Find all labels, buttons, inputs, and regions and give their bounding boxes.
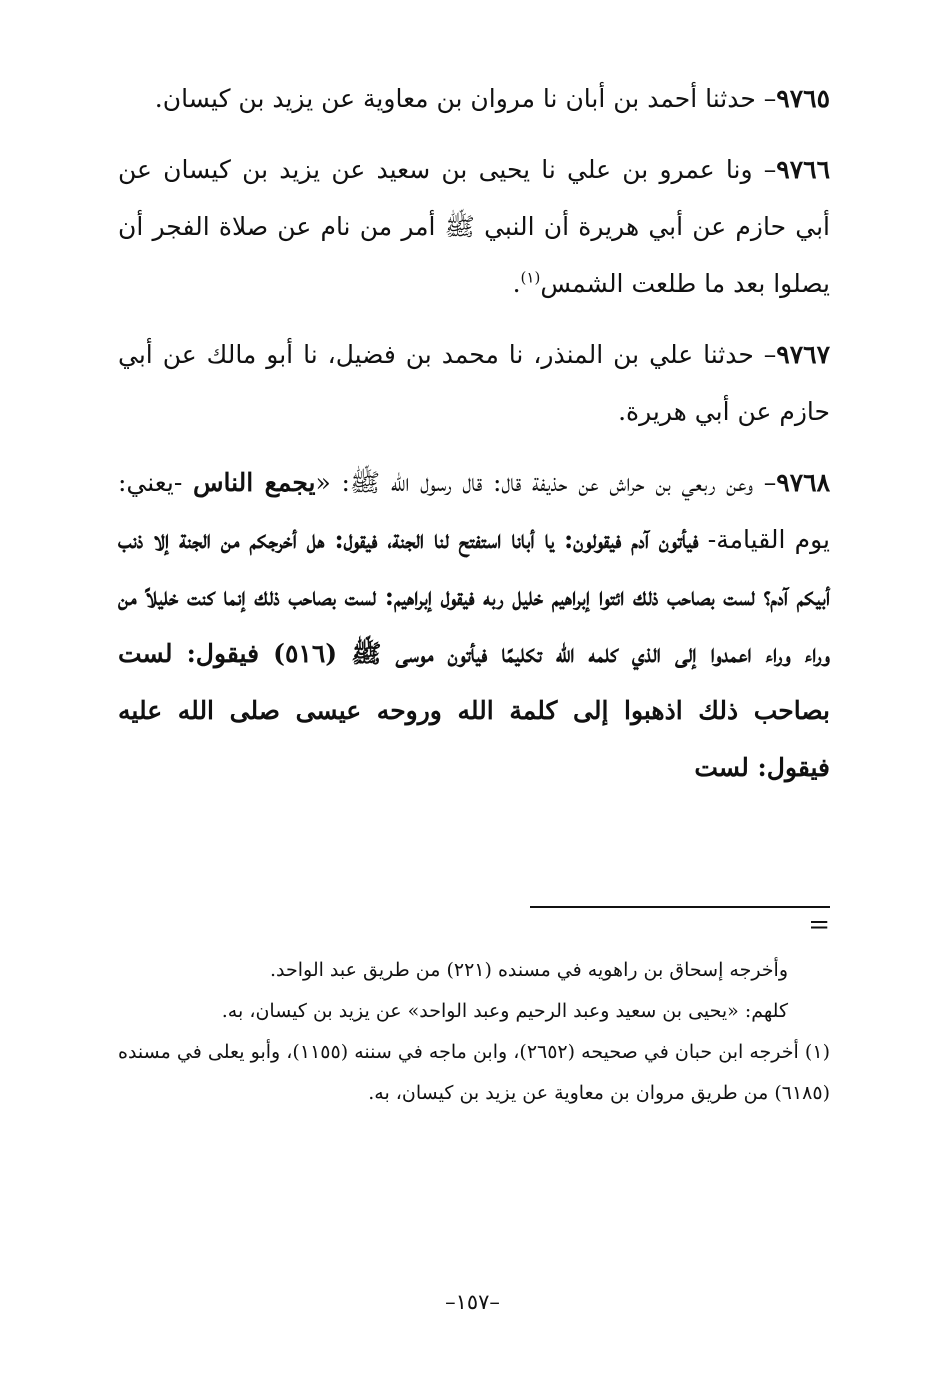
hadith-bold-text: فيأتون آدم فيقولون: يا أبانا استفتح لنا الجنة، فيقول: هل أخرجكم من الجنة إلا ذنب أبيكم آدم؟ لست بصاحب ذلك ائتوا إبراهيم خليل ربه فيقول إبراهيم: لست بصاحب ذلك إنما كنت خليلاً من وراء وراء اعمدوا إلى الذي كلمه الله تكليمًا فيأتون موسى ﷺ (٥١٦) فيقول: لست بصاحب ذلك اذهبوا إلى كلمة الله وروحه عيسى صلى الله عليه فيقول: لست [118, 525, 831, 782]
hadith-text: – ونا عمرو بن علي نا يحيى بن سعيد عن يزيد بن كيسان عن أبي حازم عن أبي هريرة أن النبي ﷺ أمر من نام عن صلاة الفجر أن يصلوا بعد ما طلعت الشمس [118, 155, 830, 298]
hadith-number: ٩٧٦٥ [776, 84, 830, 113]
footnote-separator [530, 906, 830, 940]
continuation-mark: = [808, 910, 830, 940]
hadith-aside: -يعني: يوم القيامة- [118, 468, 831, 554]
hadith-text-end: . [512, 269, 521, 298]
hadith-9768 [118, 454, 830, 796]
footnote-reference[interactable]: (١) [520, 268, 541, 287]
hadith-number: ٩٧٦٧ [776, 340, 830, 369]
hadith-9766 [118, 141, 830, 312]
footnotes [118, 950, 830, 1114]
hadith-number: ٩٧٦٦ [776, 155, 830, 184]
hadith-intro: – وعن ربعي بن حراش عن حذيفة قال: قال رسول الله ﷺ: « [315, 468, 777, 497]
footnote-line: كلهم: «يحيى بن سعيد وعبد الرحيم وعبد الواحد» عن يزيد بن كيسان، به. [221, 1000, 788, 1022]
hadith-number: ٩٧٦٨ [776, 468, 830, 497]
footnote-1: (١) أخرجه ابن حبان في صحيحه (٢٦٥٢)، وابن ماجه في سننه (١١٥٥)، وأبو يعلى في مسنده (٦١٨٥) من طريق مروان بن معاوية عن يزيد بن كيسان، به. [118, 1041, 830, 1104]
hadith-text: – حدثنا علي بن المنذر، نا محمد بن فضيل، نا أبو مالك عن أبي حازم عن أبي هريرة. [118, 340, 830, 426]
book-page [118, 70, 830, 1300]
separator-line [530, 906, 830, 908]
footnote-line: وأخرجه إسحاق بن راهويه في مسنده (٢٢١) من طريق عبد الواحد. [269, 959, 788, 981]
hadith-text: – حدثنا أحمد بن أبان نا مروان بن معاوية عن يزيد بن كيسان. [154, 84, 777, 113]
page-number: –١٥٧– [445, 1290, 500, 1314]
hadith-9765 [118, 70, 830, 127]
hadith-bold-text: يجمع الناس [192, 468, 316, 497]
hadith-9767 [118, 326, 830, 440]
